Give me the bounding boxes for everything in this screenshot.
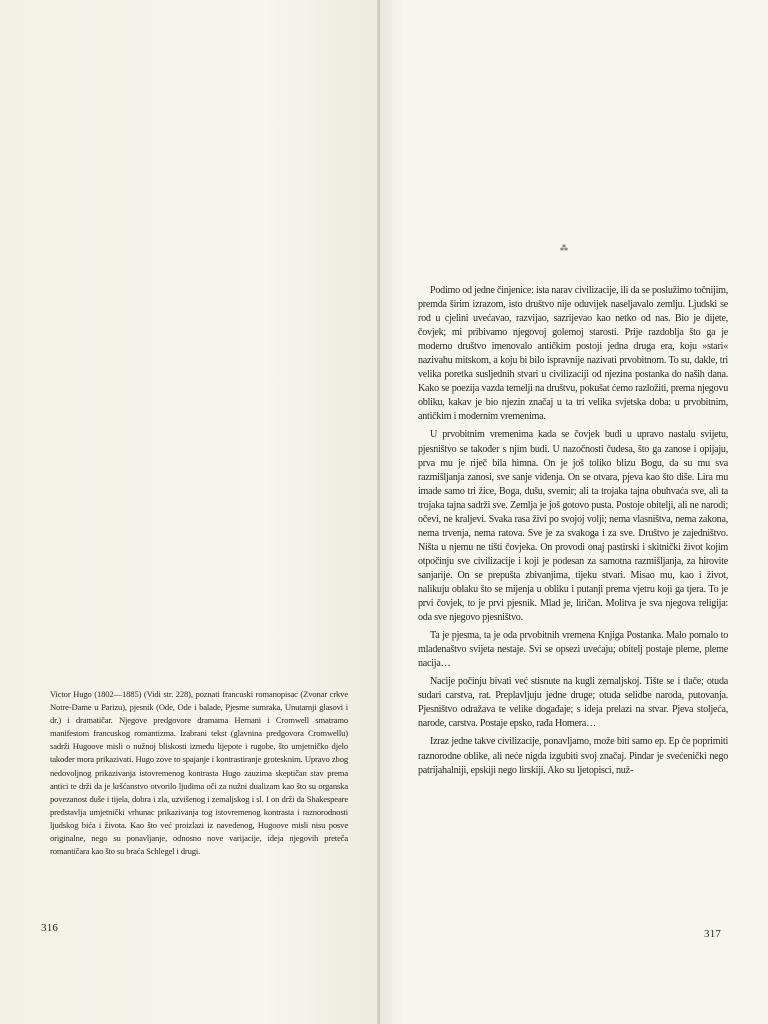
paragraph: Ta je pjesma, ta je oda prvobitnih vremena Knjiga Postanka. Malo pomalo to mladenaštvo svijeta nestaje. Svi se opsezi uvećaju; obitelj postaje pleme, pleme nacija… (418, 630, 728, 670)
author-footnote (50, 688, 348, 858)
paragraph: Podimo od jedne činjenice: ista narav civilizacije, ili da se poslužimo točnijim, premda širim izrazom, isto društvo nije oduvijek naseljavalo zemlju. Ljudski se rod u cjelini uvećavao, razvijao, sazrijevao kao netko od nas. Bio je dijete, čovjek; mi pribivamo njegovoj golemoj starosti. Prije razdoblja što ga je moderno društvo imenovalo antičkim postoji jedna druga era, koju »stari« nazivahu mitskom, a koju bi bilo ispravnije nazivati prvobitnom. To su, dakle, tri velika poretka susljednih stvari u civilizaciji od njezina postanka do naših dana. Kako se poezija vazda temelji na društvu, pokušat ćemo razložiti, prema njegovu obliku, kakav je bio njezin značaj u ta tri velika svjetska doba: u prvobitnim, antičkim i modernim vremenima. (418, 285, 728, 423)
footnote-text: Victor Hugo (1802—1885) (Vidi str. 228), poznati francuski romanopisac (Zvonar crkve Notre-Dame u Parizu), pjesnik (Ode, Ode i balade, Pjesme sumraka, Unutarnji glasovi i dr.) i dramatičar. Njegove predgovore dramama Hernani i Cromwell smatramo manifestom francuskog romantizma. Izabrani tekst (glavnina predgovora Cromwellu) sadrži Hugoove misli o nužnoj bliskosti između lijepote i rugobe, što umjetničko djelo također mora prikazivati. Hugo zove to spajanje i kontrastiranje grotesknim. Upravo zbog nedovoljnog prikazivanja istovremenog kontrasta Hugo zauzima skeptičan stav prema antici te drži da je kršćanstvo otvorilo ljudima oči za nužni dualizam kao što su organska povezanost duše i tijela, dobra i zla, uzvišenog i zemaljskog i sl. I on drži da Shakespeare predstavlja umjetnički vrhunac prikazivanja tog istovremenog kontrasta i raznorodnosti ljudskog bića i života. Kao što već proizlazi iz navedenog, Hugoove misli nisu posve originalne, nego su ponavljanje, odnosno nove varijacije, ideja njegovih preteča romantičara kao što su braća Schlegel i drugi. (50, 689, 348, 857)
left-page (0, 0, 378, 1024)
section-ornament: ⁂ (560, 244, 569, 253)
paragraph: Izraz jedne takve civilizacije, ponavljamo, može biti samo ep. Ep će poprimiti raznorodne oblike, ali neće nigda izgubiti svoj značaj. Pindar je svećenički nego patrijahalniji, epskiji nego lirskiji. Ako su ljetopisci, nuž- (418, 736, 728, 776)
main-text (418, 284, 728, 782)
paragraph: U prvobitnim vremenima kada se čovjek budi u upravo nastalu svijetu, pjesništvo se također s njim budi. U nazočnosti čudesa, što ga zanose i opijaju, prva mu je riječ bila himna. On je još toliko blizu Bogu, da su mu sva razmišljanja zanosi, sve sanje viđenja. On se otvara, pjeva kao što diše. Lira mu imade samo tri žice, Boga, dušu, svemir; ali ta trojaka tajna obuhvaća sve, ali ta trojaka tajna sadrži sve. Zemlja je još gotovo pusta. Postoje obitelji, ali ne narodi; očevi, ne kraljevi. Svaka rasa živi po svojoj volji; nema vlasništva, nema zakona, nema trvenja, nema ratova. Sve je za svakoga i za sve. Društvo je zajedništvo. Ništa u njemu ne tišti čovjeka. On provodi onaj pastirski i skitnički život kojim otpočinju sve civilizacije i koji je podesan za samotna razmišljanja, za hirovite sanjarije. On se prepušta zbivanjima, tijeku stvari. Misao mu, kao i život, nalikuju oblaku što se mijenja u obliku i putanji prema vjetru koji ga tjera. To je prvi čovjek, to je prvi pjesnik. Mlad je, liričan. Molitva je sva njegova religija: oda sve njegovo pjesništvo. (418, 429, 728, 624)
paragraph: Nacije počinju bivati već stisnute na kugli zemaljskoj. Tište se i tlače; otuda sudari carstva, rat. Preplavljuju jedne druge; otuda selidbe naroda, putovanja. Pjesništvo odražava te velike događaje; s ideja prelazi na stvar. Pjeva stoljeća, narode, carstva. Postaje epsko, rađa Homera… (418, 676, 728, 730)
page-number-left: 316 (41, 922, 59, 934)
page-number-right: 317 (704, 928, 722, 940)
